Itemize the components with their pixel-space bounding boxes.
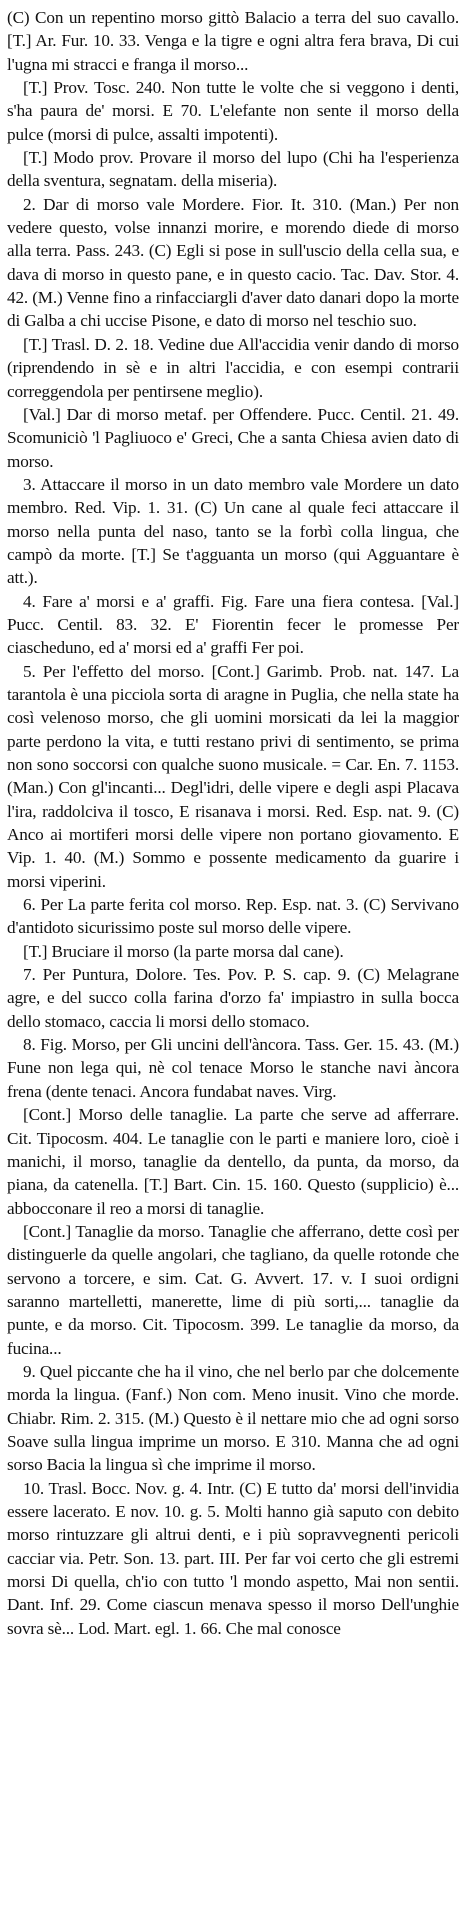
entry-text: 6. Per La parte ferita col morso. Rep. Esp. nat. 3. (C) Servivano d'antidoto sicurissimo poste sul morso delle vipere. (7, 895, 459, 938)
entry-text: [T.] Bruciare il morso (la parte morsa dal cane). (23, 941, 344, 961)
entry-text: [T.] Trasl. D. 2. 18. Vedine due All'accidia venir dando di morso (riprendendo in sè e in altri l'accidia, e con esempi contrarii correggendola per pentirsene meglio). (7, 334, 459, 401)
entry-sense-8 (7, 1033, 459, 1103)
entry-morso-delle-tanaglie (7, 1103, 459, 1220)
entry-text: [T.] Prov. Tosc. 240. Non tutte le volte che si veggono i denti, s'ha paura de' morsi. E 70. L'elefante non sente il morso della pulce (morsi di pulce, assalti impotenti). (7, 78, 459, 144)
entry-sense-4 (7, 590, 459, 660)
entry-tanaglie-da-morso (7, 1220, 459, 1360)
entry-sense-9 (7, 1360, 459, 1477)
entry-text: [Cont.] Tanaglie da morso. Tanaglie che afferrano, dette così per distinguerle da quelle angolari, che tagliano, da quelle rotonde che servono a torcere, e sim. Cat. G. Avvert. 17. v. I suoi ordigni saranno martelletti, manerette, lime di più sorti,... tanaglie da punte, e da morso. Cit. Tipocosm. 399. Le tanaglie da morso, da fucina... (7, 1221, 459, 1358)
entry-bruciare-il-morso (7, 940, 459, 963)
entry-text: 4. Fare a' morsi e a' graffi. Fig. Fare una fiera contesa. [Val.] Pucc. Centil. 83. 32. E' Fiorentin fecer le promesse Per ciascheduno, ed a' morsi ed a' graffi Fer poi. (7, 591, 459, 658)
entry-text: 9. Quel piccante che ha il vino, che nel berlo par che dolcemente morda la lingua. (Fanf.) Non com. Meno inusit. Vino che morde. Chiabr. Rim. 2. 315. (M.) Questo è il nettare mio che ad ogni sorso Soave sulla lingua imprime un morso. E 310. Manna che ad ogni sorso Bacia la lingua sì che imprime il morso. (7, 1361, 459, 1475)
entry-text: 5. Per l'effetto del morso. [Cont.] Garimb. Prob. nat. 147. La tarantola è una picciola sorta di aragne in Puglia, che nella state ha così velenoso morso, che gli uomini morsicati da lei la maggior parte perdono la vita, e tutti restano privi di sentimento, se prima non sono soccorsi con qualche suono musicale. = Car. En. 7. 1153. (Man.) Con gl'incanti... Degl'idri, delle vipere e degli aspi Placava l'ira, raddolciva il tosco, E risanava i morsi. Red. Esp. nat. 9. (C) Anco ai mortiferi morsi delle vipere non portano giovamento. E Vip. 1. 40. (M.) Sommo e possente medicamento da guarire i morsi viperini. (7, 661, 459, 891)
entry-sense-6 (7, 893, 459, 940)
entry-text: 10. Trasl. Bocc. Nov. g. 4. Intr. (C) E tutto da' morsi dell'invidia essere lacerato. E nov. 10. g. 5. Molti hanno già saputo con debito morso rintuzzare gli altrui denti, e i più sopravvegnenti pericoli cacciar via. Petr. Son. 13. part. III. Per far voi certo che gli estremi morsi Di quella, ch'io con tutto 'l mondo aspetto, Mai non sentii. Dant. Inf. 29. Come ciascun menava spesso il morso Dell'unghie sovra sè... Lod. Mart. egl. 1. 66. Che mal conosce (7, 1478, 459, 1638)
entry-text: 2. Dar di morso vale Mordere. Fior. It. 310. (Man.) Per non vedere questo, volse innanzi morire, e morendo diede di morso alla terra. Pass. 243. (C) Egli si pose in sull'uscio della cella sua, e dava di morso in questo pane, e in questo cacio. Tac. Dav. Stor. 4. 42. (M.) Venne fino a rinfacciargli d'aver dato danari dopo la morte di Galba a chi uccise Pisone, e dato di morso nel teschio suo. (7, 194, 459, 331)
entry-text: [T.] Modo prov. Provare il morso del lupo (Chi ha l'esperienza della sventura, segnatam. della miseria). (7, 148, 459, 191)
entry-continuation (7, 6, 459, 76)
entry-text: [Cont.] Morso delle tanaglie. La parte che serve ad afferrare. Cit. Tipocosm. 404. Le tanaglie con le parti e maniere loro, cioè i manichi, il morso, tanaglie da dentello, da punta, da morso, da piana, da catenella. [T.] Bart. Cin. 15. 160. Questo (supplicio) è... abbocconare il reo a morsi di tanaglie. (7, 1105, 459, 1218)
entry-text: 8. Fig. Morso, per Gli uncini dell'àncora. Tass. Ger. 15. 43. (M.) Fune non lega qui, nè col tenace Morso le stanche navi àncora frena (dente tenaci. Ancora fundabat naves. Virg. (7, 1035, 459, 1101)
entry-sense-5 (7, 660, 459, 893)
entry-sense-10 (7, 1477, 459, 1640)
entry-text: (C) Con un repentino morso gittò Balacio a terra del suo cavallo. [T.] Ar. Fur. 10. 33. Venga e la tigre e ogni altra fera brava, Di cui l'ugna mi stracci e franga il morso... (7, 8, 459, 74)
entry-text: [Val.] Dar di morso metaf. per Offendere. Pucc. Centil. 21. 49. Scomuniciò 'l Pagliuoco e' Greci, Che a santa Chiesa avien dato di morso. (7, 404, 459, 471)
entry-modo-prov (7, 146, 459, 193)
entry-trasl (7, 333, 459, 403)
entry-text: 3. Attaccare il morso in un dato membro vale Mordere un dato membro. Red. Vip. 1. 31. (C) Un cane al quale feci attaccare il morso nella punta del naso, tanto se la forbì colla lingua, che campò da morte. [T.] Se t'agguanta un morso (qui Agguantare è att.). (7, 474, 459, 588)
entry-text: 7. Per Puntura, Dolore. Tes. Pov. P. S. cap. 9. (C) Melagrane agre, e del succo colla farina d'orzo fa' impiastro in sulla bocca dello stomaco, caccia li morsi dello stomaco. (7, 965, 459, 1031)
entry-dar-di-morso-metaf (7, 403, 459, 473)
entry-sense-2 (7, 193, 459, 333)
entry-prov-tosc (7, 76, 459, 146)
entry-sense-3 (7, 473, 459, 590)
entry-sense-7 (7, 963, 459, 1033)
